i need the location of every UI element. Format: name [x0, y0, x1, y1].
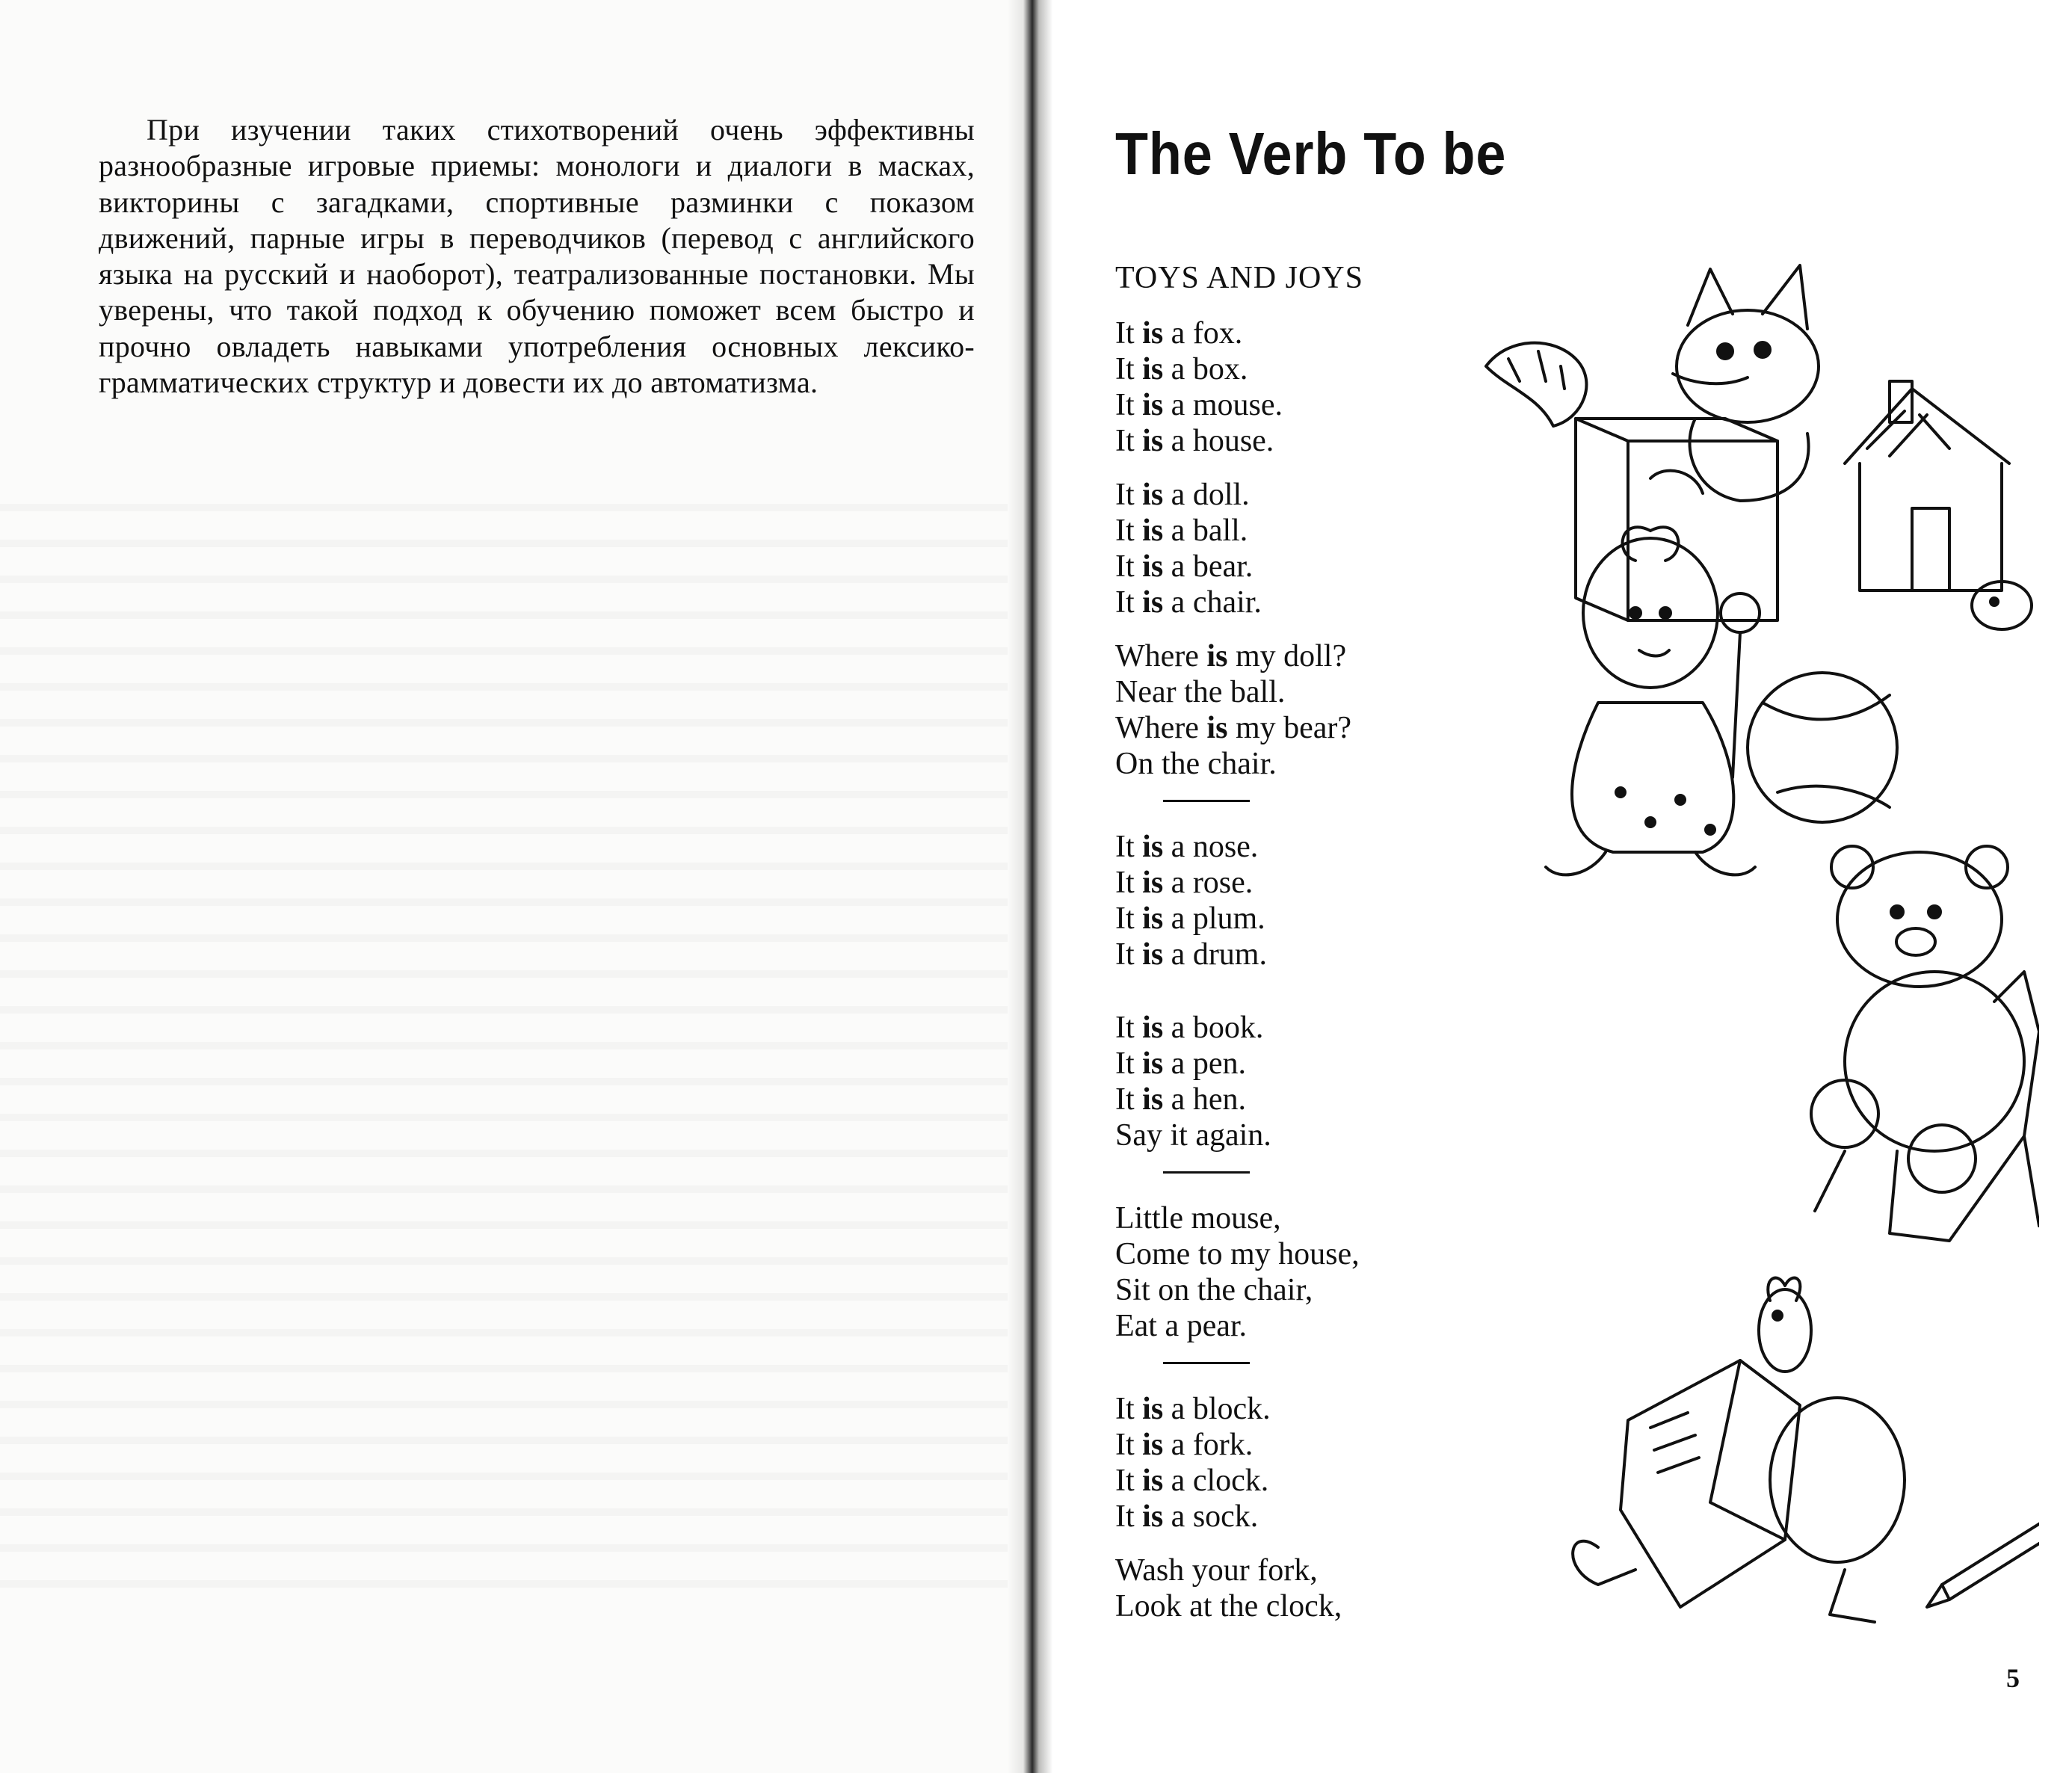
page-number: 5 [2006, 1663, 2020, 1693]
illustrations [1426, 254, 2039, 1652]
poem-line: Wash your fork, [1115, 1553, 1318, 1588]
right-page [1052, 0, 2072, 1773]
fox-in-box-illustration [1486, 265, 1819, 620]
poem-subtitle: TOYS AND JOYS [1115, 261, 1363, 295]
poem-line: It is a box. [1115, 352, 1248, 386]
poem-line: It is a ball. [1115, 514, 1248, 548]
poem-line: It is a clock. [1115, 1464, 1269, 1498]
poem-line: It is a nose. [1115, 830, 1259, 864]
poem-line: Where is my doll? [1115, 639, 1347, 673]
poem-line: It is a bear. [1115, 549, 1254, 584]
poem-line: It is a drum. [1115, 937, 1267, 972]
left-page [0, 0, 1024, 1773]
stanza-divider [1163, 1362, 1250, 1364]
poem-line: It is a sock. [1115, 1499, 1259, 1534]
poem-line: Little mouse, [1115, 1201, 1281, 1236]
poem-line: Eat a pear. [1115, 1309, 1248, 1343]
stanza-divider [1163, 1171, 1250, 1174]
poem-line: It is a fork. [1115, 1428, 1254, 1462]
hen-reading-illustration [1573, 1278, 1905, 1622]
poem-line: It is a hen. [1115, 1082, 1246, 1117]
poem-line: On the chair. [1115, 747, 1277, 781]
poem-line: Look at the clock, [1115, 1589, 1342, 1624]
bear-on-chair-illustration [1811, 846, 2039, 1241]
poem-line: It is a rose. [1115, 866, 1254, 900]
intro-paragraph: При изучении таких стихотворений очень эффективны разнообразные игровые приемы: монологи и диалоги в масках, викторины с загадками, спортивные разминки с показом движений, парные игры в переводчиков (перевод с английского языка на русский и наоборот), театрализованные постановки. Мы уверены, что такой подход к обучению поможет всем быстро и прочно овладеть навыками употребления основных лексико-грамматических структур и довести их до автоматизма. [99, 113, 975, 400]
poem-line: It is a chair. [1115, 585, 1262, 620]
stanza-divider [1163, 800, 1250, 802]
poem-line: It is a fox. [1115, 316, 1243, 351]
dog-house-illustration [1845, 381, 2032, 629]
poem-line: Near the ball. [1115, 675, 1286, 709]
poem-line: Say it again. [1115, 1118, 1271, 1153]
poem-line: It is a mouse. [1115, 388, 1283, 422]
poem-line: It is a house. [1115, 424, 1274, 458]
poem-line: It is a pen. [1115, 1046, 1246, 1081]
pen-illustration [1927, 1510, 2039, 1607]
poem-line: Sit on the chair, [1115, 1273, 1313, 1307]
page-title: The Verb To be [1115, 120, 1507, 187]
poem-line: It is a book. [1115, 1011, 1264, 1045]
poem-line: It is a plum. [1115, 901, 1265, 936]
poem-line: Where is my bear? [1115, 711, 1352, 745]
show-through-text [0, 478, 1024, 1600]
doll-illustration [1546, 527, 1760, 875]
poem-line: Come to my house, [1115, 1237, 1360, 1271]
poem-line: It is a doll. [1115, 478, 1250, 512]
ball-illustration [1748, 673, 1897, 822]
poem-line: It is a block. [1115, 1392, 1271, 1426]
book-spine [1008, 0, 1052, 1773]
